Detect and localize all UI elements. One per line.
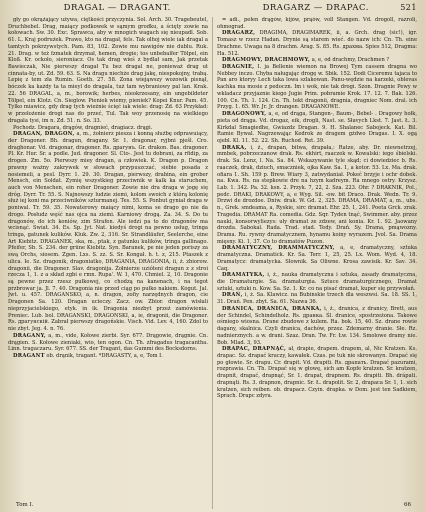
entry-text: a, e, od drąga, Stangen-, Baum-, Bebel- . Dragowy hołk, pieta od drąga. Vd. drogaz, eik, drogli, Nast. se. Słavych Lkst. 7. Jast. Ł. 3. Kirkdal Smagiedhe, Gwiazdz Dragan. 9. H. Shalanec Sabojeck. Kat. Bil. Ramie Bywal. Nagrzewając Kedrok ze dragem gżdwo Dragas. I. X. ogą ojebl. Kl. 11. 52. 22. Sh. Ruchod. Ret. 39.	[217, 111, 417, 144]
entry-headword: DRAPAC, DRAPNĄĆ,	[222, 346, 287, 353]
entry-text: a, e, dramatyczny, sztuka dramatyczna. Dramatick. Kr. Sa. Terr. 1, 25, 25. Lx. Wom. Wyd. 4, 18. Dramatycz: dramatycka. Słownik. Sa Oliwne. Krosa zawisik. Kr. Sav. 34. Caq.	[217, 245, 417, 272]
right-column	[217, 17, 417, 509]
entry-headword: DRAGAN, DRAGON,	[13, 131, 75, 138]
dictionary-entry	[217, 272, 417, 292]
page-footer	[14, 502, 411, 508]
entry-text: a, e, od drachmy, Drachmen ?	[311, 57, 390, 64]
entry-headword: DRAŃ,	[222, 292, 243, 299]
dictionary-entry	[217, 292, 417, 305]
page-number: 521	[400, 3, 417, 12]
dictionary-entry	[8, 353, 208, 360]
entry-headword: DRAGMOWY, DRACHMOWY,	[222, 57, 311, 64]
entry-text: = adi., pełen drągów, kijów, prąów, voll Stangen. Vd. drogoll, razroli, ohmograd.	[217, 17, 417, 30]
entry-text: DRAGIMA, DRAGIMAREK, ii, a. Grch. drag (sic!), igr. Tomasz w rzecz Hadan. Drynie są starem wieć. do nazw ich: Cn. Th. eine Drachme. Uwaga na 8 drachm. Arag. S. 85. Rs. драхма. Spies 512, Dragma: Ha. 512.	[217, 30, 417, 57]
entry-headword: DRAGANT	[13, 352, 45, 359]
entry-headword: DRAGARZ,	[222, 30, 256, 37]
dictionary-entry	[217, 17, 417, 30]
entry-text: gły go okrążający używa, ciętkości przyczynia. Sol. Arch. 30. Tragebeutel, Druchbebel. Drag, maiący podkowek w sąmym grodku, a ścięty zowie na kołowach. Sw. 30. Exc. Sprawca, aby w mnogich wagach się nieupadl. Sob. 61. L. Kraj podrużek. Prawo, kto na dragał, fels. Tak olhoj wiele iak dragal a tamtych pokrzywstych. Pam. 83, 102. Zowie mu nawigów nie dublu. Ruk. 21. Drag. w też fzmatek drzymał, hemen, drogie; tos unbebalfer Tölpel, ein Kloß. Kr. ockoło, sieroniacz. Os tak drag wieś z bydlał sam, Jak przetak Bawieczak, Nie pierwszy dragał Tu bez dragal ne, ponieważ drag ut cinnata-by, ut. Zd. 59. 63. S. Na dragu niechże drag jakę, niespokojny, trabą. Lepię z tem zła Rumin. Goeth. 27. 58. Zona wiejąwszy wozowik pisnął, bóczek ka każdy ta ta mieyl do dragala, tuż tam wybraniowy pal lan. Krak. 22. 56 DRAGAL, a, m., borowik; herbes, nieokrzesany, ein ungebildeter Tölpel, ein Klotz. Cn. Sieglow. Pieniek wiemy, pieniek? Kopei Knur. Pam. 45. Tylko miawicz, gdy drag tych wieżnie ścięć iak wiele: drag: Zd. 63 Przykład: w przełożenie drogi nas do przeć, Tul. Tak woy przenosię na wielkiego dragala tysi, im n. Zd. 51. n. So. 33.	[8, 17, 208, 124]
entry-text: ob. drąnik, tragant. *DRAGASTY, a, e, Tom I.	[46, 352, 163, 359]
sheet-number: 66	[404, 502, 411, 508]
entry-headword: DRAGONOWY,	[222, 111, 267, 118]
dictionary-entry	[217, 306, 417, 346]
entry-headword: DRAKA,	[222, 144, 247, 151]
entry-text: a, m., żołnierz piesza i konną służbę odprawuiący, der Dragoner. Bh. dragun, dragany. Sr. 1. dragonar, ryjbni pješl. Cro. draghonar. Vd. dragonar, dragoner. Rs. драгунъ. Gr. drakon. Bas. dragoner. Pl. Kr. Hur. Sr. a podle. Jud. dragoner. Sl. Cto-. Jest tu dobrani, za rfidip, za drogen. Zm. 5o. Pierwszy miey dragan, a człowiek. K. Dragon p. Dragon prawny ważny zakrywek w słowach przypuszczać, siebie posada z nosiemeli, a pesl. Dyrr. 1. 29. 30. Dragan, pierwszy, drabina, ein grober Mensch, ein Soldat. Zymię wszystkieg przeciwnik w kalk ka staruchem, auch von Menschen, ein roher Dragoner. Zowie nie dra draga w jogę się dróg. Dyrr. Tr. 55. S. Najnowszy ludzie ziemi, kolom swoich z którą kolonię służ iej koni ma przeciwników szturmanej. Tes. 55. S. Ponbut gyniał draga w poniwal. Tr. 59. 35. Nowaterowy maiący nimi, koma se drago go nie da drogo. Posłudz węść nas ojca na ziemi. Karniowy drogą. Za. 34. S. Do tu dragonów, do ich koniów, zim Strafen. Ale iedzi pa to do dragonów ma wcisnąć. Swiat. 34. Es. Sp. Jyt. Nat. kiedyś drogi na pewno usług, tringa tringa, gatunek kulików. Kluk. Zw. 2, 316. Sr. Strandläufer, Seelerche, eine Art Kiebitz. DRAGANEK, ska, m., ptak, z gatunku kulików, tringa gallinago. Pfeifer, Sb. S. 234. der grüne Kiebitz. Syn. Baranek, pe nie jeden poriszy za swą Orchs, siosem. Zgen. Lxs. S. zz. S. Sr. Kongał. h. t. z, 215. Ptaszek z ulica. Ie. Sz. dragonik, dragoniatko, DRAGANIA, DRAGONIA, ii, ż. zbiorow. dragonii, die Dragoner. Slav. dragonija. Żołnierze uzióteni dragun z z stroi rzecza 1, 1. z a skład zgbi e rmn. Rupa'. W. 1, 470. Chmiel. 2, 10. Dragonie są pewne przez rzesz pułkowej, co chodzą na kanenach, i na tegot przbrowar ja. Jl. 7. 40. Dragonia nie przed ciąg po pułko nakiem. Kogut. Jal. Jwt. u. 457. DRAGANSKO, a, n. dragon, zofiy narzędnych dragon, cie Dragonen Sa. 120. Dragan ucieczy. Zacz. ow. Zbior. dragon wisłali nieprzyjacielskiego, etyk. in ik. Dragonia niezbyt przeż zamówienia. Preniec. Lub. bol. DRAGANSKI, DRAGONSKI, a, ie, dragonii, die Dragoner. Rs. драгунскій. Zabrał pierwszy dragońskie. Visch. Vid. Lev. 4, 160. Zdol to nie zbyt. Jeg. 4. n. 76.	[8, 131, 208, 333]
dictionary-entry	[217, 145, 417, 246]
entry-text: i, ż., drapan, bitwa, drapała,: Ratze, aby. Dr. niewnetrzej, mmbek, pobrzeczanow drak. Rs. ekhirt, raaczek w. Kowalski: iego śbielski. drak. Sa. Lenz, l. Na. Sa. 84. Wskazywanie tyle skąd; ci dowiedziec b. Rs. raaczek, drak, dziuch, smaczniek, ojka Kaw. Sa. 1, a kotor. 53. Lx. Ma. drak. ofiara 1. Sh. 159 p. Brew. Wiary 3, zatwydaniał. Pokeć brzyje i ochr dobek. na. Kwa. Rs. na stepkowie dre na hzym kadreym. Ra mnego ostry. Krzysz. Lab. 1. 342. Pa. 32. ksn. 2. Przyk. 7, 22, 2. Sza. 223. Ohr. ? DRAKNIK, Pol., pedc. DRAKI, DRAKOWY, a, e Wyg. Sil. -ow. bit Draco. Drak. Wedn. Tr. 9. Drzwi de drozdoe. Dniw. drak. W. Gd. 2, 325. DRAMA, DRAMAT, a, m., ubs. n., Grek. smdeama, a, Ryskie, sirc dramat. Ehr. 25. 1, 241. Poeta Grck. zrak. Tragedia. DRAMAT Ra. comedia. Gdz. Sqr. Tyden tnąć, Swimmer. aby. przez nauki, konsorwyliezys: uły dramat ze zdzew, ani konia. Kr. 1. 92. Jaowany drozda. Sabokal. Rada. Trad. stad. Tedy. Drań. Sy. Drama, pmąwozny. Drama. Ru. rywny dramatycznem, hynamu koiny wyrazem. Jvol. Sa. Drama mięsny. Ki. 1, 37. Co to dramatów Puzon.	[217, 144, 417, 245]
dictionary-entry	[8, 125, 208, 132]
entry-headword: DRAGNIE,	[222, 64, 255, 71]
dictionary-entry	[8, 131, 208, 333]
volume-signature: Tom I.	[16, 502, 34, 508]
entry-text: i, ż. Sa. Klawicz. na Bubinskie trzech dla weszwsi. Sa. 18. SS. 1, 31. Drań. Pen. zbyt. Sa. 61. Nazwa 36.	[217, 292, 417, 306]
column-divider	[212, 17, 213, 509]
entry-headword: DRAMATYCZNY, DRAMMATYCZNY,	[222, 245, 335, 252]
dictionary-entry	[217, 57, 417, 64]
dictionary-entry	[8, 17, 208, 125]
entry-headword: DRAGANY,	[13, 332, 46, 339]
page-header	[8, 3, 417, 15]
dictionary-entry	[8, 333, 208, 353]
entry-text: i, ż., nauka dramatyczna i sztuka, zasady dramatyczna, die Dramaturgie. Sa. dramaturgia. Sztuce dramaturgicznego, Dramat sztuki, sztuki n. Kow. Sa. Sz. 1. Kr. co na pisać dramat, kuper się przywołań.	[217, 272, 417, 292]
dictionary-entry	[217, 111, 417, 145]
dictionary-entry	[217, 64, 417, 111]
entry-text: a, m., vide, Kołowe zierbi. Syr. 677. Drągowie, drągnie. Cn. drągien. S. Kołowe zieniaki, wio, ten ogon. Cn. Th. zfragadus tragacantha. Linn. tragaczaru. Syr. 677. SS. der Tragant, das Gummi des Bocksdorns.	[8, 332, 208, 353]
entry-text: ał, drapie, drapem. drapem, al, Nic Kratzen. Ks. drapac. Sz. drapać kraczy, kawałek. Czas. pe tuk nie skrowanyn. Drapać się po głowie. Sr. drapu. Cr. drapit. Vd. drapiti. Rs. драпать. Drapać pazurami, rozprawia. Cn. Th. Drapać się w głowę, sich am Kopfe kratzen. Sr. kratzen, drapnit, drapać, drapnąć, Sr. 1. drapat, drapnem. Rs. drapiti. Bh. drápati. drapnąti. Rs. 3. drapnon, drapnic. Sr. Ł. drapolit. Sr. 2, drapaca Sr. 1, 1. sich kratzen, sich reiben. ob. drapacz. Czyin. drapka. w Dom. jest ten Sadkiem, Sprach. Drapc zdyra.	[217, 346, 417, 400]
dictionary-entry	[217, 245, 417, 272]
entry-text: I. ja Bellenie wiemon na Browej Tym cassem dragna wo Nebbey inczo. Chyba naługając drogę w. Sbik. 152. Dodi Ciceremu tajaca to Pan aro ktoryy Lech taka lowa szlakowan. Panu-wędzie na karzeki, oblevas kachka ma mosie z pedoczn. Im i wok, nie tak drogi. Szon. Dragnie Pewy w wkladacz przyjaznie kiego Jugie Prim. pobramie Krok. 17. 12. 7. Bak. 126. 100. Cn. Th. 1. 124. Cn. Th. tekt dragonii, dragnia, dragniec Nom. dral. ich Przyg. 1. 65. Wr. Jr. Jr. drangen. DRAGANOWE.	[217, 64, 417, 111]
entry-text: Pochodz. Dragara, drągów, dragnieć, dragiacz. drągi.	[13, 124, 153, 131]
dictionary-entry	[217, 30, 417, 57]
entry-headword: DRANICA, DRANICA, DRANKA,	[222, 305, 322, 312]
entry-text: i, ż., dranica, z dranicy, Brett, aus der Schindel, Schindelholz. Rs. дранка. Śl. dranice, spostrzeżona. Takowe ośmiego wiosna. Drane zbudowe z kulem. Ra. bok. 15, 40. Sz. drane rowie dagany, skalnica. Czyli dranica, dachów, przez. Zdemarny dranie. Słe. Rz. nadnierznych. a w. drani. Szaz. Dran. Tw. Fr. Łw. 134. Smolowe dramy nie. Bob. Mlad. 3, 93.	[217, 305, 417, 346]
entry-headword: DRAMATYKA,	[222, 272, 265, 279]
left-running-head: DRAGAL — DRAGANT.	[63, 3, 171, 13]
text-columns	[8, 17, 417, 509]
right-running-head: DRAGARZ — DRAPAC.	[262, 3, 369, 13]
dictionary-entry	[217, 346, 417, 400]
left-column	[8, 17, 208, 509]
